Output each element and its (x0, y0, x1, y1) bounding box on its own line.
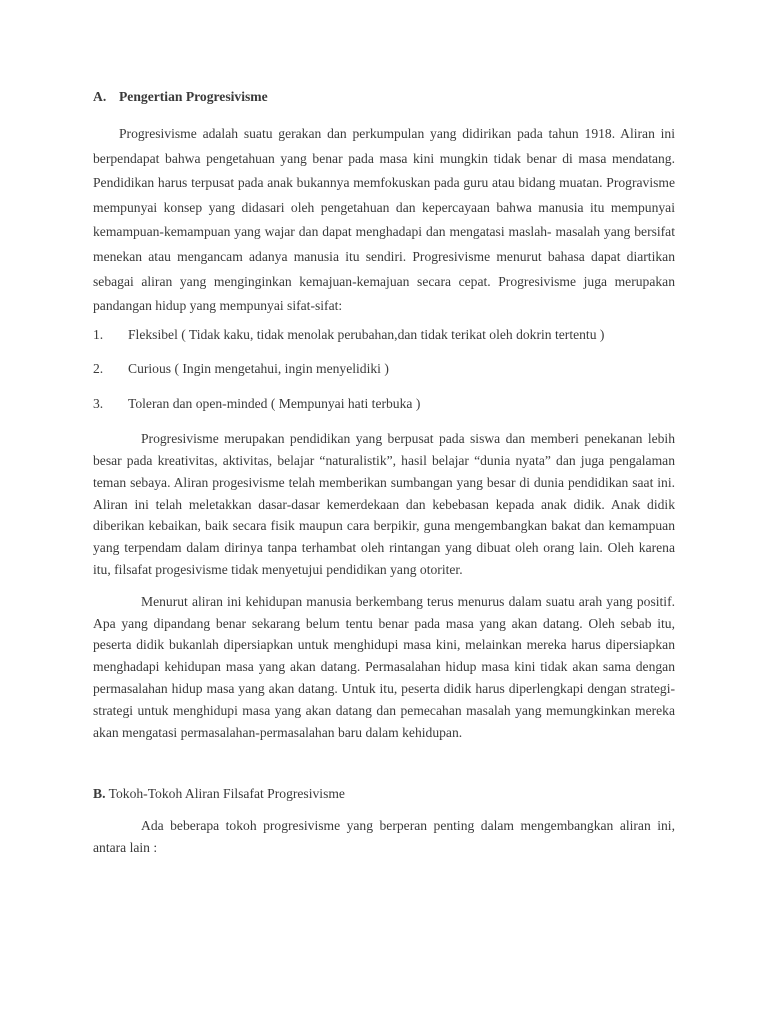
section-a-title: Pengertian Progresivisme (119, 89, 268, 104)
section-a-paragraph-3: Menurut aliran ini kehidupan manusia berkembang terus menurus dalam suatu arah yang positif. Apa yang dipandang benar sekarang belum tentu benar pada masa yang akan datang. Oleh sebab itu, peserta didik bukanlah dipersiapkan untuk menghidupi masa kini, melainkan mereka harus dipersiapkan menghadapi kehidupan masa yang akan datang. Permasalahan hidup masa kini tidak akan sama dengan permasalahan hidup masa yang akan datang. Untuk itu, peserta didik harus diperlengkapi dengan strategi-strategi untuk menghidupi masa yang akan datang dan pemecahan masalah yang memungkinkan mereka akan mengatasi permasalahan-permasalahan baru dalam kehidupan. (93, 593, 675, 740)
list-item-number: 2. (93, 361, 104, 377)
list-item (93, 325, 675, 345)
list-item (93, 394, 675, 414)
document-page (93, 86, 675, 859)
traits-list (93, 325, 675, 414)
section-a-heading (93, 86, 675, 108)
section-b-letter: B. (93, 786, 106, 802)
list-item-text: Curious ( Ingin mengetahui, ingin menyelidiki ) (128, 361, 389, 377)
list-item-text: Fleksibel ( Tidak kaku, tidak menolak perubahan,dan tidak terikat oleh dokrin tertentu ) (128, 326, 605, 342)
list-item (93, 359, 675, 379)
section-a-letter: A. (93, 89, 107, 104)
section-a-intro: Progresivisme adalah suatu gerakan dan perkumpulan yang didirikan pada tahun 1918. Aliran ini berpendapat bahwa pengetahuan yang benar pada masa kini mungkin tidak benar di masa mendatang. Pendidikan harus terpusat pada anak bukannya memfokuskan pada guru atau bidang muatan. Progravisme mempunyai konsep yang didasari oleh pengetahuan dan kepercayaan bahwa manusia itu mempunyai kemampuan-kemampuan yang wajar dan dapat menghadapi dan mengatasi maslah- masalah yang bersifat menekan atau mengancam adanya manusia itu sendiri. Progresivisme menurut bahasa dapat diartikan sebagai aliran yang menginginkan kemajuan-kemajuan secara cepat. Progresivisme juga merupakan pandangan hidup yang mempunyai sifat-sifat: (93, 126, 675, 314)
list-item-number: 1. (93, 326, 104, 342)
section-b-intro: Ada beberapa tokoh progresivisme yang berperan penting dalam mengembangkan aliran ini, antara lain : (93, 818, 675, 856)
section-a-paragraph-2: Progresivisme merupakan pendidikan yang berpusat pada siswa dan memberi penekanan lebih besar pada kreativitas, aktivitas, belajar “naturalistik”, hasil belajar “dunia nyata” dan juga pengalaman teman sebaya. Aliran progesivisme telah memberikan sumbangan yang besar di dunia pendidikan saat ini. Aliran ini telah meletakkan dasar-dasar kemerdekaan dan kebebasan kepada anak didik. Anak didik diberikan kebaikan, baik secara fisik maupun cara berpikir, guna mengembangkan bakat dan kemampuan yang terpendam dalam dirinya tanpa terhambat oleh rintangan yang dibuat oleh orang lain. Oleh karena itu, filsafat progesivisme tidak menyetujui pendidikan yang otoriter. (93, 431, 675, 578)
list-item-text: Toleran dan open-minded ( Mempunyai hati terbuka ) (128, 395, 421, 411)
section-b-title: Tokoh-Tokoh Aliran Filsafat Progresivisme (108, 786, 345, 802)
section-b-heading (93, 783, 675, 805)
list-item-number: 3. (93, 395, 104, 411)
